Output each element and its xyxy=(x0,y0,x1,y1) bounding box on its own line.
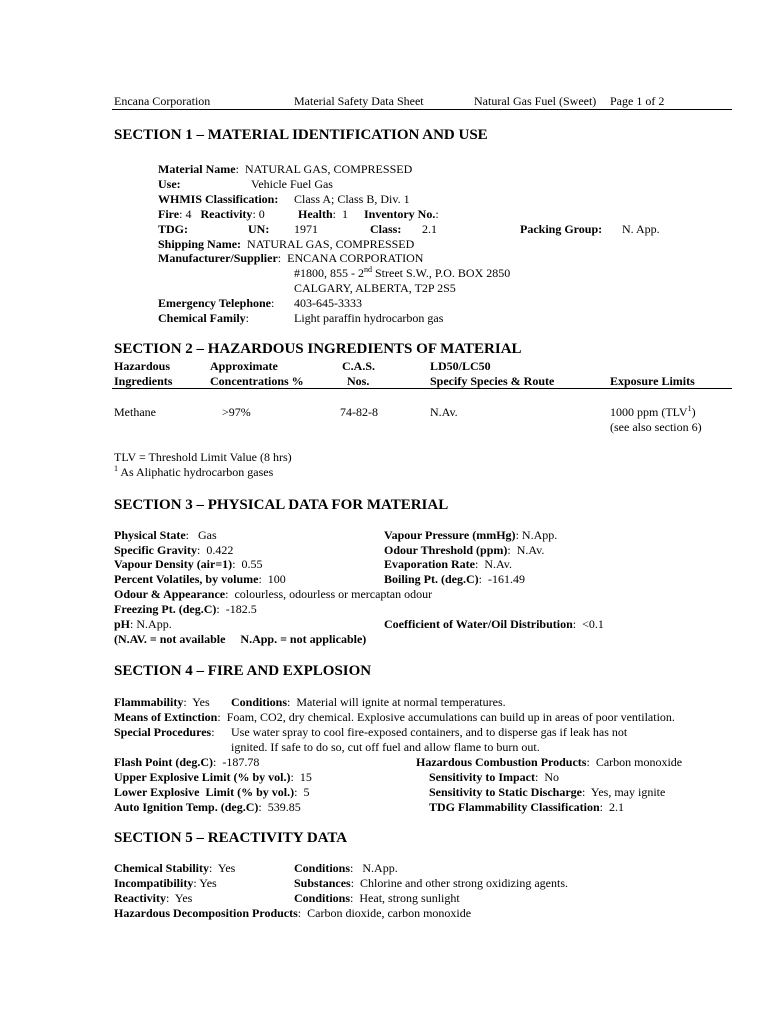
physical-state-label: Physical State xyxy=(114,528,186,542)
reactivity-data-value: Yes xyxy=(174,891,193,905)
volatiles-label: Percent Volatiles, by volume xyxy=(114,572,259,586)
uel-value: 15 xyxy=(299,770,312,784)
whmis-value: Class A; Class B, Div. 1 xyxy=(294,192,410,206)
address-ordinal-sup: nd xyxy=(364,265,372,274)
fire-value: 4 xyxy=(185,207,192,221)
exposure-footnote-sup: 1 xyxy=(687,404,692,413)
decomposition-row: Hazardous Decomposition Products: Carbon dioxide, carbon monoxide xyxy=(114,906,472,920)
incompatibility-value: Yes xyxy=(199,876,217,890)
coefficient-row: Coefficient of Water/Oil Distribution: <0.1 xyxy=(384,617,604,631)
material-name-label: Material Name xyxy=(158,162,236,176)
lel-row: Lower Explosive Limit (% by vol.): 5 xyxy=(114,785,310,799)
tlv-note: TLV = Threshold Limit Value (8 hrs) xyxy=(114,450,292,464)
substances-value: Chlorine and other strong oxidizing agents. xyxy=(360,876,568,890)
emergency-value: 403-645-3333 xyxy=(294,296,362,310)
lel-label: Lower Explosive Limit (% by vol.) xyxy=(114,785,295,799)
incompatibility-row: Incompatibility: Yes xyxy=(114,876,217,890)
static-row: Sensitivity to Static Discharge: Yes, may ignite xyxy=(429,785,666,799)
evaporation-rate-label: Evaporation Rate xyxy=(384,557,475,571)
address-line-1-part1: #1800, 855 - 2 xyxy=(294,266,364,280)
header-doc-title: Material Safety Data Sheet xyxy=(294,94,424,108)
ph-row: pH: N.App. xyxy=(114,617,172,631)
footnote-1-marker: 1 xyxy=(114,464,118,473)
autoignition-label: Auto Ignition Temp. (deg.C) xyxy=(114,800,259,814)
un-value: 1971 xyxy=(294,222,318,236)
substances-row: Substances: Chlorine and other strong oxidizing agents. xyxy=(294,876,568,890)
tdg-label: TDG: xyxy=(158,222,188,236)
boiling-point-value: -161.49 xyxy=(488,572,526,586)
ingredient-exposure-limit xyxy=(610,405,696,419)
flash-point-row: Flash Point (deg.C): -187.78 xyxy=(114,755,260,769)
ingredient-exposure-note: (see also section 6) xyxy=(610,420,702,434)
vapour-pressure-value: N.App. xyxy=(521,528,558,542)
extinction-row: Means of Extinction: Foam, CO2, dry chemical. Explosive accumulations can build up in areas of poor ventilation. xyxy=(114,710,675,724)
flammability-label: Flammability xyxy=(114,695,184,709)
ingredient-name: Methane xyxy=(114,405,156,419)
ingredient-ld50: N.Av. xyxy=(430,405,458,419)
reactivity-conditions-label: Conditions xyxy=(294,891,351,905)
volatiles-row: Percent Volatiles, by volume: 100 xyxy=(114,572,286,586)
reactivity-row: Reactivity: Yes xyxy=(114,891,193,905)
health-label: Health xyxy=(298,207,333,221)
inventory-row: Inventory No.: xyxy=(364,207,439,221)
special-procedures-line-2: ignited. If safe to do so, cut off fuel and allow flame to burn out. xyxy=(231,740,540,754)
appearance-row: Odour & Appearance: colourless, odourless or mercaptan odour xyxy=(114,587,433,601)
stability-label: Chemical Stability xyxy=(114,861,209,875)
flash-point-value: -187.78 xyxy=(222,755,260,769)
class-value: 2.1 xyxy=(422,222,437,236)
impact-label: Sensitivity to Impact xyxy=(429,770,535,784)
header-page: Page 1 of 2 xyxy=(610,94,665,108)
col-ingredients: Ingredients xyxy=(114,374,173,388)
decomposition-label: Hazardous Decomposition Products xyxy=(114,906,298,920)
vapour-density-label: Vapour Density (air=1) xyxy=(114,557,233,571)
reactivity-conditions-value: Heat, strong sunlight xyxy=(359,891,460,905)
section3-title: SECTION 3 – PHYSICAL DATA FOR MATERIAL xyxy=(114,497,449,513)
family-value: Light paraffin hydrocarbon gas xyxy=(294,311,444,325)
reactivity-label: Reactivity xyxy=(200,207,253,221)
physical-state-row: Physical State: Gas xyxy=(114,528,217,542)
boiling-point-row: Boiling Pt. (deg.C): -161.49 xyxy=(384,572,526,586)
volatiles-value: 100 xyxy=(267,572,286,586)
stability-conditions-value: N.App. xyxy=(362,861,398,875)
evaporation-rate-row: Evaporation Rate: N.Av. xyxy=(384,557,513,571)
special-procedures-line-1: Use water spray to cool fire-exposed containers, and to disperse gas if leak has not xyxy=(231,725,628,739)
exposure-limit-close: ) xyxy=(691,405,696,419)
static-value: Yes, may ignite xyxy=(590,785,666,799)
family-label: Chemical Family xyxy=(158,311,246,325)
col-concentrations: Concentrations % xyxy=(210,374,304,388)
reactivity-value: 0 xyxy=(258,207,265,221)
packing-group-value: N. App. xyxy=(622,222,660,236)
vapour-density-row: Vapour Density (air=1): 0.55 xyxy=(114,557,263,571)
packing-group-label: Packing Group: xyxy=(520,222,603,236)
footnote-1 xyxy=(114,465,273,479)
tdg-flammability-label: TDG Flammability Classification xyxy=(429,800,600,814)
col-species-route: Specify Species & Route xyxy=(430,374,555,388)
col-cas-nos: Nos. xyxy=(347,374,370,388)
address-line-1 xyxy=(294,266,510,280)
use-value: Vehicle Fuel Gas xyxy=(251,177,333,191)
impact-value: No xyxy=(544,770,560,784)
hazard-ratings-row: Fire: 4 Reactivity: 0 xyxy=(158,207,265,221)
stability-conditions-label: Conditions xyxy=(294,861,351,875)
header-rule xyxy=(112,109,732,110)
special-procedures-label: Special Procedures xyxy=(114,725,212,739)
reactivity-data-label: Reactivity xyxy=(114,891,166,905)
coefficient-value: <0.1 xyxy=(582,617,604,631)
reactivity-conditions-row: Conditions: Heat, strong sunlight xyxy=(294,891,460,905)
specific-gravity-row: Specific Gravity: 0.422 xyxy=(114,543,234,557)
family-row: Chemical Family: xyxy=(158,311,249,325)
specific-gravity-label: Specific Gravity xyxy=(114,543,197,557)
odour-threshold-label: Odour Threshold (ppm) xyxy=(384,543,508,557)
inventory-label: Inventory No. xyxy=(364,207,436,221)
health-value: 1 xyxy=(342,207,349,221)
abbreviation-legend: (N.AV. = not available N.App. = not applicable) xyxy=(114,632,367,646)
shipping-label: Shipping Name: xyxy=(158,237,242,251)
section5-title: SECTION 5 – REACTIVITY DATA xyxy=(114,830,348,846)
col-ld50: LD50/LC50 xyxy=(430,359,491,373)
section2-title: SECTION 2 – HAZARDOUS INGREDIENTS OF MATERIAL xyxy=(114,341,522,357)
col-exposure-limits: Exposure Limits xyxy=(610,374,695,388)
address-line-1-part2: Street S.W., P.O. BOX 2850 xyxy=(372,266,511,280)
evaporation-rate-value: N.Av. xyxy=(484,557,513,571)
fire-label: Fire xyxy=(158,207,180,221)
substances-label: Substances xyxy=(294,876,351,890)
stability-value: Yes xyxy=(217,861,236,875)
flammability-value: Yes xyxy=(192,695,210,709)
uel-label: Upper Explosive Limit (% by vol.) xyxy=(114,770,291,784)
conditions-value: Material will ignite at normal temperatures. xyxy=(296,695,506,709)
table-header-rule xyxy=(112,388,732,389)
vapour-pressure-row: Vapour Pressure (mmHg): N.App. xyxy=(384,528,558,542)
footnote-1-text: As Aliphatic hydrocarbon gases xyxy=(118,465,274,479)
col-cas: C.A.S. xyxy=(342,359,376,373)
autoignition-row: Auto Ignition Temp. (deg.C): 539.85 xyxy=(114,800,301,814)
appearance-value: colourless, odourless or mercaptan odour xyxy=(234,587,433,601)
odour-threshold-row: Odour Threshold (ppm): N.Av. xyxy=(384,543,545,557)
material-name-row: Material Name: NATURAL GAS, COMPRESSED xyxy=(158,162,413,176)
physical-state-value: Gas xyxy=(198,528,217,542)
combustion-products-label: Hazardous Combustion Products xyxy=(416,755,587,769)
col-approximate: Approximate xyxy=(210,359,278,373)
odour-threshold-value: N.Av. xyxy=(516,543,545,557)
emergency-row: Emergency Telephone: xyxy=(158,296,275,310)
emergency-label: Emergency Telephone xyxy=(158,296,271,310)
lel-value: 5 xyxy=(303,785,310,799)
combustion-products-value: Carbon monoxide xyxy=(595,755,683,769)
flash-point-label: Flash Point (deg.C) xyxy=(114,755,213,769)
extinction-value: Foam, CO2, dry chemical. Explosive accumulations can build up in areas of poor ventilation. xyxy=(226,710,675,724)
manufacturer-label: Manufacturer/Supplier xyxy=(158,251,278,265)
autoignition-value: 539.85 xyxy=(267,800,301,814)
special-procedures-row: Special Procedures: xyxy=(114,725,215,739)
stability-conditions-row: Conditions: N.App. xyxy=(294,861,398,875)
conditions-label: Conditions xyxy=(231,695,288,709)
ingredient-concentration: >97% xyxy=(222,405,251,419)
tdg-flammability-value: 2.1 xyxy=(609,800,625,814)
whmis-label: WHMIS Classification: xyxy=(158,192,279,206)
exposure-limit-text: 1000 ppm (TLV xyxy=(610,405,688,419)
combustion-products-row: Hazardous Combustion Products: Carbon monoxide xyxy=(416,755,683,769)
col-hazardous: Hazardous xyxy=(114,359,171,373)
impact-row: Sensitivity to Impact: No xyxy=(429,770,560,784)
class-label: Class: xyxy=(370,222,402,236)
coefficient-label: Coefficient of Water/Oil Distribution xyxy=(384,617,573,631)
conditions-row: Conditions: Material will ignite at normal temperatures. xyxy=(231,695,506,709)
header-company: Encana Corporation xyxy=(114,94,211,108)
appearance-label: Odour & Appearance xyxy=(114,587,226,601)
stability-row: Chemical Stability: Yes xyxy=(114,861,236,875)
section1-title: SECTION 1 – MATERIAL IDENTIFICATION AND USE xyxy=(114,127,488,143)
freezing-point-row: Freezing Pt. (deg.C): -182.5 xyxy=(114,602,257,616)
incompatibility-label: Incompatibility xyxy=(114,876,194,890)
header-product: Natural Gas Fuel (Sweet) xyxy=(474,94,597,108)
manufacturer-value: ENCANA CORPORATION xyxy=(287,251,424,265)
uel-row: Upper Explosive Limit (% by vol.): 15 xyxy=(114,770,312,784)
freezing-point-label: Freezing Pt. (deg.C) xyxy=(114,602,217,616)
manufacturer-row: Manufacturer/Supplier: ENCANA CORPORATION xyxy=(158,251,424,265)
boiling-point-label: Boiling Pt. (deg.C) xyxy=(384,572,479,586)
specific-gravity-value: 0.422 xyxy=(206,543,234,557)
health-row: Health: 1 xyxy=(298,207,349,221)
use-label: Use: xyxy=(158,177,181,191)
material-name-value: NATURAL GAS, COMPRESSED xyxy=(244,162,413,176)
un-label: UN: xyxy=(248,222,270,236)
extinction-label: Means of Extinction xyxy=(114,710,218,724)
ingredient-cas: 74-82-8 xyxy=(340,405,378,419)
shipping-row xyxy=(158,237,414,251)
shipping-value: NATURAL GAS, COMPRESSED xyxy=(247,237,415,251)
ph-label: pH xyxy=(114,617,131,631)
vapour-pressure-label: Vapour Pressure (mmHg) xyxy=(384,528,516,542)
tdg-flammability-row: TDG Flammability Classification: 2.1 xyxy=(429,800,625,814)
decomposition-value: Carbon dioxide, carbon monoxide xyxy=(307,906,472,920)
flammability-row: Flammability: Yes xyxy=(114,695,210,709)
freezing-point-value: -182.5 xyxy=(225,602,257,616)
vapour-density-value: 0.55 xyxy=(241,557,263,571)
address-line-2: CALGARY, ALBERTA, T2P 2S5 xyxy=(294,281,456,295)
static-label: Sensitivity to Static Discharge xyxy=(429,785,582,799)
ph-value: N.App. xyxy=(136,617,172,631)
section4-title: SECTION 4 – FIRE AND EXPLOSION xyxy=(114,663,372,679)
